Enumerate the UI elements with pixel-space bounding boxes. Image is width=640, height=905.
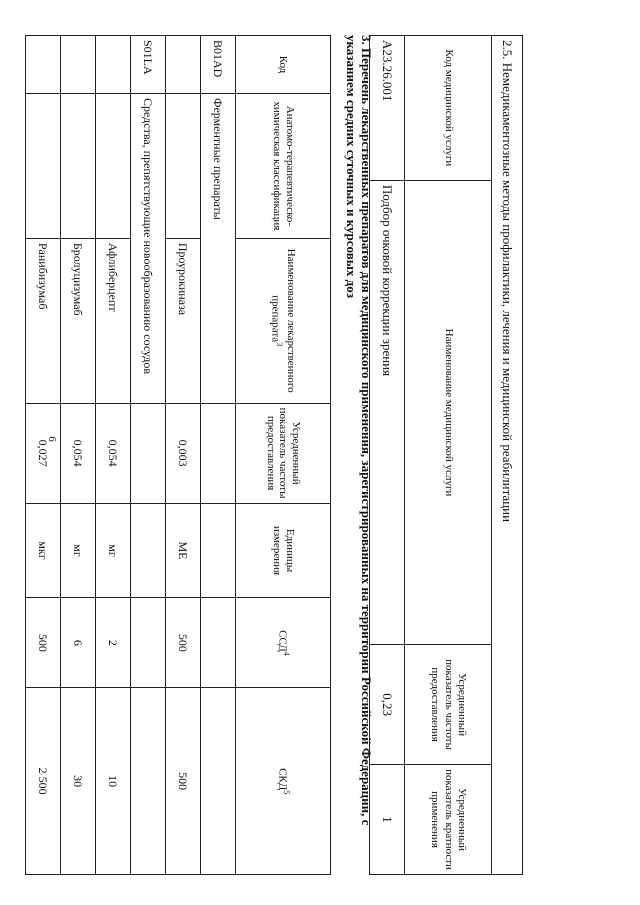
table-row: [26, 36, 61, 875]
table-row: [166, 36, 201, 875]
header-service-code: Код медицинской услуги: [405, 36, 492, 181]
drug-frequency: 0,054: [96, 403, 131, 503]
drug-ssd: 6: [61, 598, 96, 688]
section-3-title: 3. Перечень лекарственных препаратов для медицинского применения, зарегистрированных на территории Российской Федерации, с указанием средних суточных и курсовых доз: [344, 35, 374, 826]
header-unit: Единицы измерения: [236, 503, 331, 598]
drug-unit: мг: [61, 503, 96, 598]
drug-name: Афлиберцепт: [96, 238, 131, 403]
drug-name: Ранибизумаб: [26, 238, 61, 403]
table-row: [96, 36, 131, 875]
services-table-caption: 2.5. Немедикаментозные методы профилактики, лечения и медицинской реабилитации: [492, 36, 523, 875]
service-frequency: 0,23: [370, 645, 405, 765]
header-ssd-text: ССД: [276, 630, 288, 652]
service-name: Подбор очковой коррекции зрения: [370, 180, 405, 644]
header-ssd: [236, 598, 331, 688]
header-skd: [236, 688, 331, 875]
footnote-3: 3: [275, 342, 285, 347]
header-frequency: Усредненный показатель частоты предоставления: [236, 403, 331, 503]
drug-ssd: 2: [96, 598, 131, 688]
drug-skd: 10: [96, 688, 131, 875]
drug-ssd: 500: [166, 598, 201, 688]
page-number: 6: [46, 436, 58, 442]
drug-name: Проурокиназа: [166, 238, 201, 403]
header-skd-text: СКД: [276, 768, 288, 791]
service-code: A23.26.001: [370, 36, 405, 181]
header-code: Код: [236, 36, 331, 94]
table-row: [201, 36, 236, 875]
drug-skd: 30: [61, 688, 96, 875]
atc-code: B01AD: [201, 36, 236, 94]
drug-frequency: 0,054: [61, 403, 96, 503]
drugs-table: [25, 35, 331, 875]
drug-frequency: 0,027: [26, 403, 61, 503]
header-drug: [236, 238, 331, 403]
atc-group-name: Ферментные препараты: [201, 93, 236, 403]
table-row: [61, 36, 96, 875]
atc-group-name: Средства, препятствующие новообразованию сосудов: [131, 93, 166, 403]
drug-ssd: 500: [26, 598, 61, 688]
table-row: [370, 36, 405, 875]
service-multiplicity: 1: [370, 765, 405, 875]
drug-skd: 500: [166, 688, 201, 875]
drug-frequency: 0,003: [166, 403, 201, 503]
atc-code: S01LA: [131, 36, 166, 94]
header-atc: Анатомо-терапевтическо-химическая классификация: [236, 93, 331, 238]
table-row: [131, 36, 166, 875]
footnote-5: 5: [281, 790, 291, 795]
drug-unit: мг: [96, 503, 131, 598]
drug-name: Бролуцизумаб: [61, 238, 96, 403]
header-multiplicity: Усредненный показатель кратности применения: [405, 765, 492, 875]
header-frequency: Усредненный показатель частоты предоставления: [405, 645, 492, 765]
services-table: [369, 35, 523, 875]
footnote-4: 4: [281, 651, 291, 656]
drug-skd: 2 500: [26, 688, 61, 875]
header-service-name: Наименование медицинской услуги: [405, 180, 492, 644]
header-drug-text: Наименование лекарственного препарата: [269, 248, 297, 393]
rotated-page-content: [36, 35, 523, 875]
drug-unit: мкг: [26, 503, 61, 598]
drug-unit: МЕ: [166, 503, 201, 598]
